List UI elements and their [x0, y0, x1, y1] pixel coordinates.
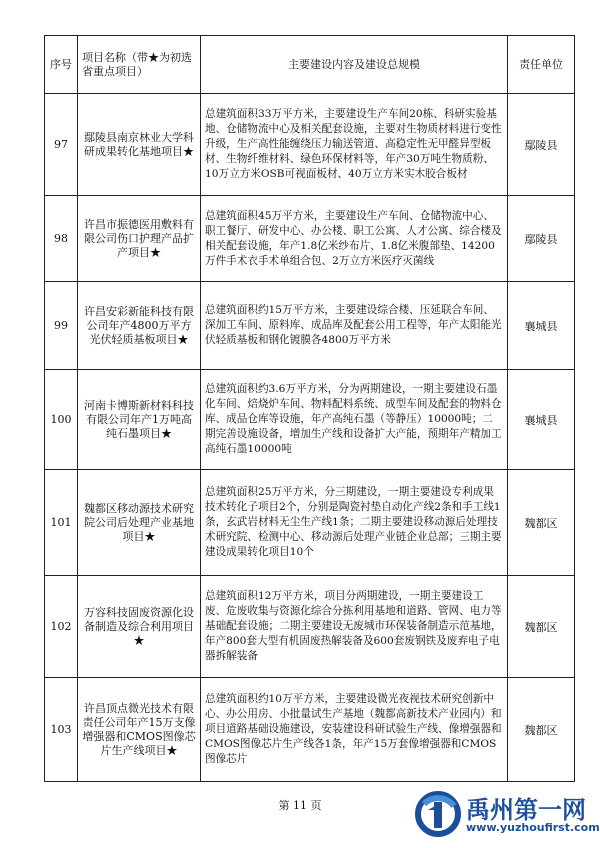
row-content: 总建筑面积45万平方米，主要建设生产车间、仓储物流中心、职工餐厅、研发中心、办公楼、职工公寓、人才公寓、综合楼及相关配套设施，年产1.8亿米纱布片、1.8亿米腹部垫、14200万件手术衣手术单组合包、2万立方米医疗灭菌线	[201, 196, 508, 282]
row-no: 102	[45, 576, 78, 678]
logo-url: www.yuzhoufirst.com	[466, 821, 600, 834]
row-no: 99	[45, 282, 78, 370]
table-row	[45, 196, 575, 282]
table-row	[45, 470, 575, 576]
row-name: 魏都区移动源技术研究院公司后处理产业基地项目★	[78, 470, 201, 576]
table-row	[45, 678, 575, 782]
project-table	[44, 35, 575, 782]
row-no: 100	[45, 370, 78, 470]
row-unit: 魏都区	[508, 470, 575, 576]
row-name: 许昌顶点微光技术有限责任公司年产15万支像增强器和CMOS图像芯片生产线项目★	[78, 678, 201, 782]
table-header-row	[45, 36, 575, 94]
site-logo[interactable]	[414, 788, 600, 840]
row-content: 总建筑面积12万平方米，项目分两期建设，一期主要建设工废、危废收集与资源化综合分拣利用基地和道路、管网、电力等基础配套设施；二期主要建设无废城市环保装备制造示范基地，年产800套大型有机固废热解装备及600套废钢铁及废弃电子电器拆解装备	[201, 576, 508, 678]
row-content: 总建筑面积约3.6万平方米，分为两期建设，一期主要建设石墨化车间、焙烧炉车间、物料配料系统、成型车间及配套的物料仓库、成品仓库等设施，年产高纯石墨（等静压）10000吨；二期完善设施设备，增加生产线和设备扩大产能，预期年产精加工高纯石墨10000吨	[201, 370, 508, 470]
header-content: 主要建设内容及建设总规模	[201, 36, 508, 94]
row-unit: 鄢陵县	[508, 94, 575, 196]
table-row	[45, 370, 575, 470]
row-content: 总建筑面积约10万平方米，主要建设微光夜视技术研究创新中心、办公用房、小批量试生产基地（魏都高新技术产业园内）和项目道路基础设施建设，安装建设科研试验生产线、像增强器和CMOS图像芯片生产线各1条，年产15万套像增强器和CMOS图像芯片	[201, 678, 508, 782]
row-no: 103	[45, 678, 78, 782]
logo-title: 禹州第一网	[466, 796, 586, 824]
yuzhou-first-logo-icon	[414, 790, 462, 838]
header-no: 序号	[45, 36, 78, 94]
row-no: 101	[45, 470, 78, 576]
row-name: 鄢陵县南京林业大学科研成果转化基地项目★	[78, 94, 201, 196]
row-unit: 魏都区	[508, 576, 575, 678]
row-name: 河南卡博斯新材料科技有限公司年产1万吨高纯石墨项目★	[78, 370, 201, 470]
row-content: 总建筑面积33万平方米，主要建设生产车间20栋、科研实验基地、仓储物流中心及相关配套设施，主要对生物质材料进行变性升级，生产高性能缠绕压力输送管道、高稳定性无甲醛异型板材、生物纤维材料、绿色环保材料等，年产30万吨生物质粉、10万立方米OSB可视面板材、40万立方米实木胶合板材	[201, 94, 508, 196]
row-unit: 襄城县	[508, 282, 575, 370]
page-number: 第 11 页	[278, 799, 322, 812]
row-name: 许昌市振德医用敷料有限公司伤口护理产品扩产项目★	[78, 196, 201, 282]
table-row	[45, 282, 575, 370]
row-content: 总建筑面积25万平方米，分三期建设，一期主要建设专利成果技术转化子项目2个，分别是陶瓷衬垫自动化产线2条和手工线1条，玄武岩材料无尘生产线1条；二期主要建设移动源后处理技术研究院、检测中心、移动源后处理产业链企业总部；三期主要建设成果转化项目10个	[201, 470, 508, 576]
row-unit: 魏都区	[508, 678, 575, 782]
row-no: 97	[45, 94, 78, 196]
header-unit: 责任单位	[508, 36, 575, 94]
header-name: 项目名称（带★为初选省重点项目）	[78, 36, 201, 94]
row-unit: 襄城县	[508, 370, 575, 470]
row-no: 98	[45, 196, 78, 282]
row-content: 总建筑面积约15万平方米，主要建设综合楼、压延联合车间、深加工车间、原料库、成品库及配套公用工程等，年产太阳能光伏轻质基板和钢化镀膜各4800万平方米	[201, 282, 508, 370]
table-row	[45, 576, 575, 678]
row-unit: 鄢陵县	[508, 196, 575, 282]
row-name: 许昌安彩新能科技有限公司年产4800万平方光伏轻质基板项目★	[78, 282, 201, 370]
row-name: 万容科技固废资源化设备制造及综合利用项目★	[78, 576, 201, 678]
table-row	[45, 94, 575, 196]
